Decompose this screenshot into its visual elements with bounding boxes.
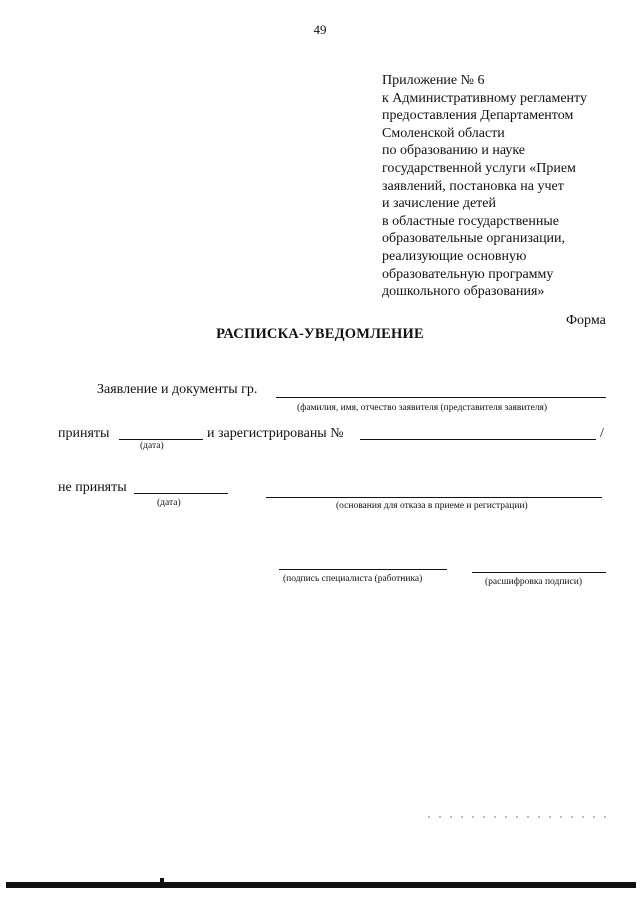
appendix-line: и зачисление детей: [382, 196, 496, 212]
rejected-date-field[interactable]: [134, 493, 228, 494]
appendix-line: заявлений, постановка на учет: [382, 178, 564, 194]
scan-bottom-border: [6, 882, 636, 888]
appendix-line: дошкольного образования»: [382, 284, 545, 300]
signature-decoding-hint: (расшифровка подписи): [485, 577, 582, 587]
signature-decoding-field[interactable]: [472, 572, 606, 573]
registration-number-field[interactable]: [360, 439, 596, 440]
appendix-line: в областные государственные: [382, 213, 559, 229]
applicant-name-hint: (фамилия, имя, отчество заявителя (представителя заявителя): [297, 403, 548, 413]
appendix-line: образовательную программу: [382, 266, 554, 282]
appendix-header: [382, 72, 587, 301]
accepted-date-field[interactable]: [119, 439, 203, 440]
appendix-line: реализующие основную: [382, 248, 527, 264]
appendix-line: государственной услуги «Прием: [382, 160, 576, 176]
applicant-name-field[interactable]: [276, 397, 606, 398]
scan-artifact-marks: [428, 816, 608, 818]
statement-label: Заявление и документы гр.: [97, 382, 258, 397]
scan-bottom-tick: [160, 878, 164, 883]
appendix-line: образовательные организации,: [382, 231, 566, 247]
appendix-line: по образованию и науке: [382, 143, 526, 159]
appendix-line: к Административному регламенту: [382, 90, 587, 106]
appendix-line: Приложение № 6: [382, 73, 485, 88]
specialist-signature-field[interactable]: [279, 569, 447, 570]
rejection-reason-hint: (основания для отказа в приеме и регистрации): [336, 501, 528, 511]
specialist-signature-hint: (подпись специалиста (работника): [283, 574, 423, 584]
rejected-label: не приняты: [58, 480, 127, 495]
appendix-line: предоставления Департаментом: [382, 108, 574, 124]
accepted-label: приняты: [58, 426, 110, 441]
document-title: РАСПИСКА-УВЕДОМЛЕНИЕ: [216, 326, 424, 342]
registration-slash: /: [600, 426, 604, 441]
registered-label: и зарегистрированы №: [207, 426, 344, 441]
page-number: 49: [313, 22, 327, 37]
form-label: Форма: [566, 313, 606, 328]
accepted-date-hint: (дата): [140, 441, 164, 451]
rejection-reason-field[interactable]: [266, 497, 602, 498]
rejected-date-hint: (дата): [157, 498, 181, 508]
appendix-line: Смоленской области: [382, 125, 505, 141]
